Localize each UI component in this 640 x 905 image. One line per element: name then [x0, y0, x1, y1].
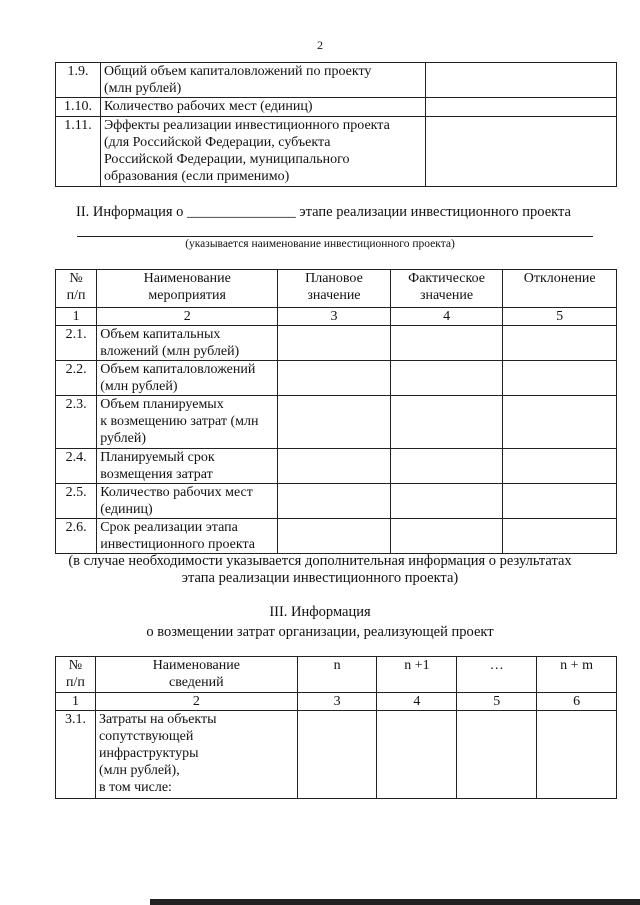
column-number: 5 [503, 308, 617, 326]
header-line: п/п [66, 288, 86, 303]
header-cell [390, 270, 503, 308]
header-cell [457, 657, 537, 693]
planned-value-cell [278, 449, 391, 484]
column-number-row [56, 693, 617, 711]
row-number: 2.5. [56, 484, 97, 519]
row-label [97, 326, 278, 361]
header-cell [377, 657, 457, 693]
project-name-underline [77, 236, 593, 237]
table-row [56, 117, 617, 187]
deviation-cell [503, 484, 617, 519]
table-row [56, 63, 617, 98]
header-line: Отклонение [523, 271, 596, 286]
actual-value-cell [390, 484, 503, 519]
header-line: значение [419, 288, 474, 303]
row-value [426, 98, 617, 117]
planned-value-cell [278, 326, 391, 361]
page-number: 2 [317, 38, 323, 52]
column-number: 3 [278, 308, 391, 326]
row-number: 1.11. [56, 117, 101, 187]
section2-note-line: этапа реализации инвестиционного проекта) [181, 570, 459, 586]
row-label [97, 484, 278, 519]
row-label-line: (млн рублей), [98, 763, 180, 778]
stage-info-table [55, 269, 617, 554]
section3-subtitle: о возмещении затрат организации, реализующей проект [146, 624, 494, 640]
deviation-cell [503, 326, 617, 361]
project-name-caption: (указывается наименование инвестиционного проекта) [185, 238, 455, 250]
row-label-line: Планируемый срок [100, 450, 215, 465]
deviation-cell [503, 396, 617, 449]
row-label-line: Общий объем капиталовложений по проекту [103, 64, 372, 79]
column-number-row [56, 308, 617, 326]
section2-heading [76, 204, 571, 221]
header-cell [537, 657, 617, 693]
column-number: 4 [377, 693, 457, 711]
table-row [56, 711, 617, 799]
row-label-line: вложений (млн рублей) [100, 344, 240, 359]
row-label [97, 519, 278, 554]
header-line: № [69, 271, 83, 286]
row-label-line: образования (если применимо) [103, 169, 290, 184]
column-number: 1 [56, 308, 97, 326]
row-label-line: рублей) [100, 431, 146, 446]
row-label-line: (единиц) [100, 502, 153, 517]
row-label-line: инвестиционного проекта [100, 537, 255, 552]
row-number: 2.3. [56, 396, 97, 449]
actual-value-cell [390, 396, 503, 449]
row-label [95, 711, 297, 799]
row-number: 3.1. [56, 711, 96, 799]
planned-value-cell [278, 396, 391, 449]
row-number: 2.1. [56, 326, 97, 361]
row-label-line: сопутствующей [98, 729, 194, 744]
row-label-line: к возмещению затрат (млн [100, 414, 259, 429]
table-row [56, 326, 617, 361]
actual-value-cell [390, 449, 503, 484]
row-number: 1.9. [56, 63, 101, 98]
row-label [100, 63, 425, 98]
row-label [100, 117, 425, 187]
actual-value-cell [390, 361, 503, 396]
row-label [97, 396, 278, 449]
header-line: … [489, 658, 504, 673]
header-line: Наименование [143, 271, 231, 286]
row-label-line: возмещения затрат [100, 467, 213, 482]
column-number: 2 [95, 693, 297, 711]
actual-value-cell [390, 519, 503, 554]
header-cell [56, 657, 96, 693]
row-label-line: инфраструктуры [98, 746, 199, 761]
row-label-line: Объем капиталовложений [100, 362, 256, 377]
header-line: п/п [66, 675, 85, 690]
deviation-cell [503, 361, 617, 396]
header-line: n +1 [404, 658, 430, 673]
header-cell [297, 657, 377, 693]
table-header-row [56, 657, 617, 693]
row-label-line: Объем капитальных [100, 327, 221, 342]
table-row [56, 484, 617, 519]
section2-heading-blank: _______________ [187, 204, 296, 220]
table-row [56, 519, 617, 554]
header-line: Наименование [152, 658, 240, 673]
table-row [56, 98, 617, 117]
header-line: n + m [560, 658, 593, 673]
row-number: 2.2. [56, 361, 97, 396]
section2-heading-suffix: этапе реализации инвестиционного проекта [299, 204, 571, 220]
header-cell [503, 270, 617, 308]
row-label-line: (для Российской Федерации, субъекта [103, 135, 331, 150]
column-number: 3 [297, 693, 377, 711]
table-row [56, 449, 617, 484]
row-number: 1.10. [56, 98, 101, 117]
header-line: n [333, 658, 341, 673]
row-label-line: Количество рабочих мест [100, 485, 253, 500]
table-row [56, 396, 617, 449]
header-cell [278, 270, 391, 308]
planned-value-cell [278, 519, 391, 554]
header-line: мероприятия [148, 288, 226, 303]
row-label-line: (млн рублей) [103, 81, 182, 96]
row-label-line: Российской Федерации, муниципального [103, 152, 350, 167]
row-label [97, 449, 278, 484]
header-line: Фактическое [408, 271, 485, 286]
deviation-cell [503, 449, 617, 484]
row-label-line: Количество рабочих мест (единиц) [103, 99, 313, 114]
row-label-line: Эффекты реализации инвестиционного проекта [103, 118, 390, 133]
row-label-line: (млн рублей) [100, 379, 178, 394]
header-cell [97, 270, 278, 308]
section2-heading-prefix: II. Информация о [76, 204, 184, 220]
header-cell [95, 657, 297, 693]
row-label [97, 361, 278, 396]
planned-value-cell [278, 484, 391, 519]
header-line: Плановое [305, 271, 363, 286]
planned-value-cell [278, 361, 391, 396]
section2-note [0, 553, 640, 587]
header-cell [56, 270, 97, 308]
row-number: 2.4. [56, 449, 97, 484]
period-value-cell [457, 711, 537, 799]
project-info-table-continued [55, 62, 617, 187]
column-number: 4 [390, 308, 503, 326]
row-label-line: Затраты на объекты [98, 712, 217, 727]
column-number: 1 [56, 693, 96, 711]
scan-edge-shadow [150, 899, 640, 905]
period-value-cell [377, 711, 457, 799]
period-value-cell [537, 711, 617, 799]
row-value [426, 117, 617, 187]
period-value-cell [297, 711, 377, 799]
table-header-row [56, 270, 617, 308]
header-line: № [68, 658, 83, 673]
table-row [56, 361, 617, 396]
header-line: значение [307, 288, 361, 303]
deviation-cell [503, 519, 617, 554]
row-label-line: Объем планируемых [100, 397, 224, 412]
actual-value-cell [390, 326, 503, 361]
row-number: 2.6. [56, 519, 97, 554]
section3-title: III. Информация [269, 604, 371, 620]
row-label-line: в том числе: [98, 780, 172, 795]
section2-note-line: (в случае необходимости указывается дополнительная информация о результатах [68, 553, 572, 569]
row-value [426, 63, 617, 98]
cost-reimbursement-table [55, 656, 617, 799]
row-label [100, 98, 425, 117]
header-line: сведений [169, 675, 224, 690]
row-label-line: Срок реализации этапа [100, 520, 238, 535]
column-number: 2 [97, 308, 278, 326]
column-number: 6 [537, 693, 617, 711]
column-number: 5 [457, 693, 537, 711]
